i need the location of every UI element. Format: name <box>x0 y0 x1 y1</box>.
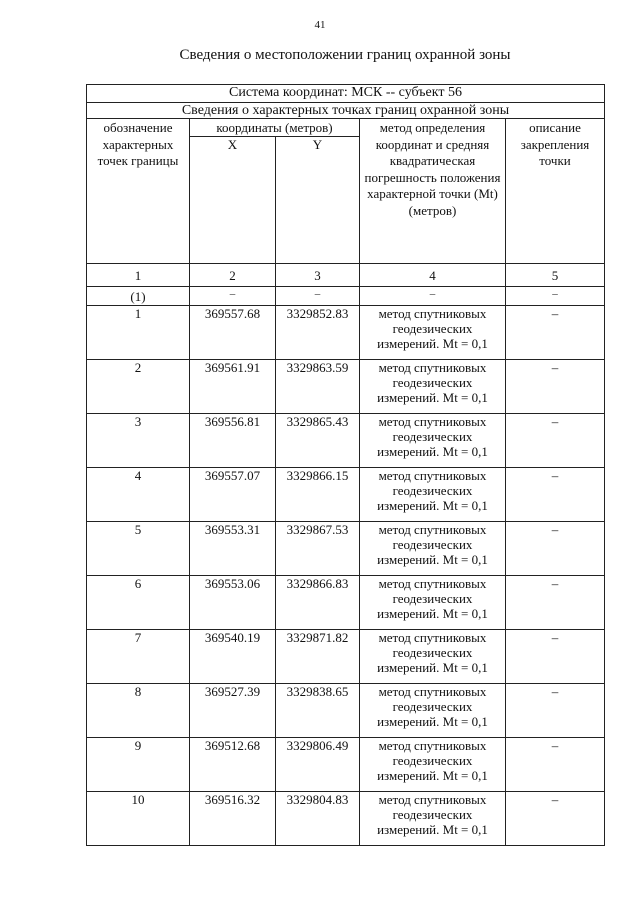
point-number-cell: 3 <box>87 414 190 468</box>
point-number-cell: 10 <box>87 792 190 846</box>
y-coordinate-cell: 3329866.83 <box>276 576 360 630</box>
method-line: метод спутниковых <box>378 522 487 537</box>
method-line: геодезических <box>392 429 473 444</box>
description-cell: – <box>506 576 605 630</box>
method-line: измерений. Mt = 0,1 <box>377 768 488 783</box>
column-number-row <box>87 264 605 287</box>
description-cell: – <box>506 468 605 522</box>
x-coordinate-cell: 369561.91 <box>190 360 276 414</box>
page-number: 41 <box>314 19 326 31</box>
method-line: геодезических <box>392 645 473 660</box>
method-line: измерений. Mt = 0,1 <box>377 552 488 567</box>
point-number-cell: 8 <box>87 684 190 738</box>
y-coordinate-cell: 3329867.53 <box>276 522 360 576</box>
coord-system-row <box>87 85 605 103</box>
method-line: метод спутниковых <box>378 360 487 375</box>
table-row <box>87 792 605 846</box>
method-cell <box>360 306 506 360</box>
y-coordinate-cell: 3329863.59 <box>276 360 360 414</box>
header-description: описание закрепления точки <box>506 119 605 264</box>
method-line: геодезических <box>392 375 473 390</box>
x-coordinate-cell: 369557.68 <box>190 306 276 360</box>
point-number-cell: 6 <box>87 576 190 630</box>
y-coordinate-cell: 3329804.83 <box>276 792 360 846</box>
y-coordinate-cell: 3329852.83 <box>276 306 360 360</box>
x-coordinate-cell: 369527.39 <box>190 684 276 738</box>
header-row-1 <box>87 119 605 137</box>
description-cell: – <box>506 630 605 684</box>
method-line: измерений. Mt = 0,1 <box>377 714 488 729</box>
table-body <box>87 85 605 846</box>
table-row <box>87 306 605 360</box>
method-line: геодезических <box>392 699 473 714</box>
x-coordinate-cell: 369553.31 <box>190 522 276 576</box>
x-coordinate-cell: 369557.07 <box>190 468 276 522</box>
x-coordinate-cell: 369512.68 <box>190 738 276 792</box>
point-number-cell: 5 <box>87 522 190 576</box>
method-cell <box>360 738 506 792</box>
point-number-cell: 1 <box>87 306 190 360</box>
description-cell: – <box>506 522 605 576</box>
method-line: геодезических <box>392 807 473 822</box>
column-number: 4 <box>360 264 506 287</box>
y-coordinate-cell: 3329838.65 <box>276 684 360 738</box>
zero-row-x: – <box>190 287 276 306</box>
subtitle-cell: Сведения о характерных точках границ охранной зоны <box>87 103 605 119</box>
y-coordinate-cell: 3329871.82 <box>276 630 360 684</box>
zero-row <box>87 287 605 306</box>
table-row <box>87 414 605 468</box>
method-cell <box>360 468 506 522</box>
document-title: Сведения о местоположении границ охранной зоны <box>179 47 511 63</box>
method-line: измерений. Mt = 0,1 <box>377 606 488 621</box>
method-cell <box>360 576 506 630</box>
boundary-points-table <box>86 84 605 846</box>
point-number-cell: 2 <box>87 360 190 414</box>
header-method: метод определения координат и средняя квадратическая погрешность положения характерной точки (Mt) (метров) <box>360 119 506 264</box>
method-line: метод спутниковых <box>378 468 487 483</box>
method-line: измерений. Mt = 0,1 <box>377 498 488 513</box>
x-coordinate-cell: 369553.06 <box>190 576 276 630</box>
zero-row-method: – <box>360 287 506 306</box>
method-line: геодезических <box>392 321 473 336</box>
method-line: геодезических <box>392 537 473 552</box>
x-coordinate-cell: 369516.32 <box>190 792 276 846</box>
y-coordinate-cell: 3329866.15 <box>276 468 360 522</box>
method-line: метод спутниковых <box>378 792 487 807</box>
table-row <box>87 522 605 576</box>
header-x: X <box>190 137 276 264</box>
header-designation: обозначение характерных точек границы <box>87 119 190 264</box>
method-line: метод спутниковых <box>378 630 487 645</box>
method-line: измерений. Mt = 0,1 <box>377 336 488 351</box>
method-cell <box>360 360 506 414</box>
method-line: измерений. Mt = 0,1 <box>377 444 488 459</box>
description-cell: – <box>506 306 605 360</box>
header-coordinates: координаты (метров) <box>190 119 360 137</box>
method-line: измерений. Mt = 0,1 <box>377 660 488 675</box>
column-number: 2 <box>190 264 276 287</box>
table-row <box>87 684 605 738</box>
table-row <box>87 468 605 522</box>
table-row <box>87 738 605 792</box>
method-line: измерений. Mt = 0,1 <box>377 822 488 837</box>
x-coordinate-cell: 369556.81 <box>190 414 276 468</box>
zero-row-y: – <box>276 287 360 306</box>
y-coordinate-cell: 3329806.49 <box>276 738 360 792</box>
method-line: измерений. Mt = 0,1 <box>377 390 488 405</box>
method-cell <box>360 684 506 738</box>
point-number-cell: 4 <box>87 468 190 522</box>
description-cell: – <box>506 792 605 846</box>
x-coordinate-cell: 369540.19 <box>190 630 276 684</box>
description-cell: – <box>506 360 605 414</box>
table-row <box>87 576 605 630</box>
description-cell: – <box>506 414 605 468</box>
zero-row-description: – <box>506 287 605 306</box>
table-row <box>87 360 605 414</box>
method-cell <box>360 792 506 846</box>
description-cell: – <box>506 684 605 738</box>
method-line: метод спутниковых <box>378 684 487 699</box>
subtitle-row <box>87 103 605 119</box>
method-line: геодезических <box>392 483 473 498</box>
method-cell <box>360 630 506 684</box>
column-number: 1 <box>87 264 190 287</box>
header-y: Y <box>276 137 360 264</box>
coord-system-cell: Система координат: МСК -- субъект 56 <box>87 85 605 103</box>
column-number: 5 <box>506 264 605 287</box>
description-cell: – <box>506 738 605 792</box>
method-line: метод спутниковых <box>378 306 487 321</box>
point-number-cell: 9 <box>87 738 190 792</box>
method-line: метод спутниковых <box>378 576 487 591</box>
method-cell <box>360 414 506 468</box>
point-number-cell: 7 <box>87 630 190 684</box>
method-line: метод спутниковых <box>378 738 487 753</box>
method-line: геодезических <box>392 591 473 606</box>
y-coordinate-cell: 3329865.43 <box>276 414 360 468</box>
method-line: метод спутниковых <box>378 414 487 429</box>
zero-row-label: (1) <box>87 287 190 306</box>
column-number: 3 <box>276 264 360 287</box>
table-row <box>87 630 605 684</box>
method-line: геодезических <box>392 753 473 768</box>
method-cell <box>360 522 506 576</box>
